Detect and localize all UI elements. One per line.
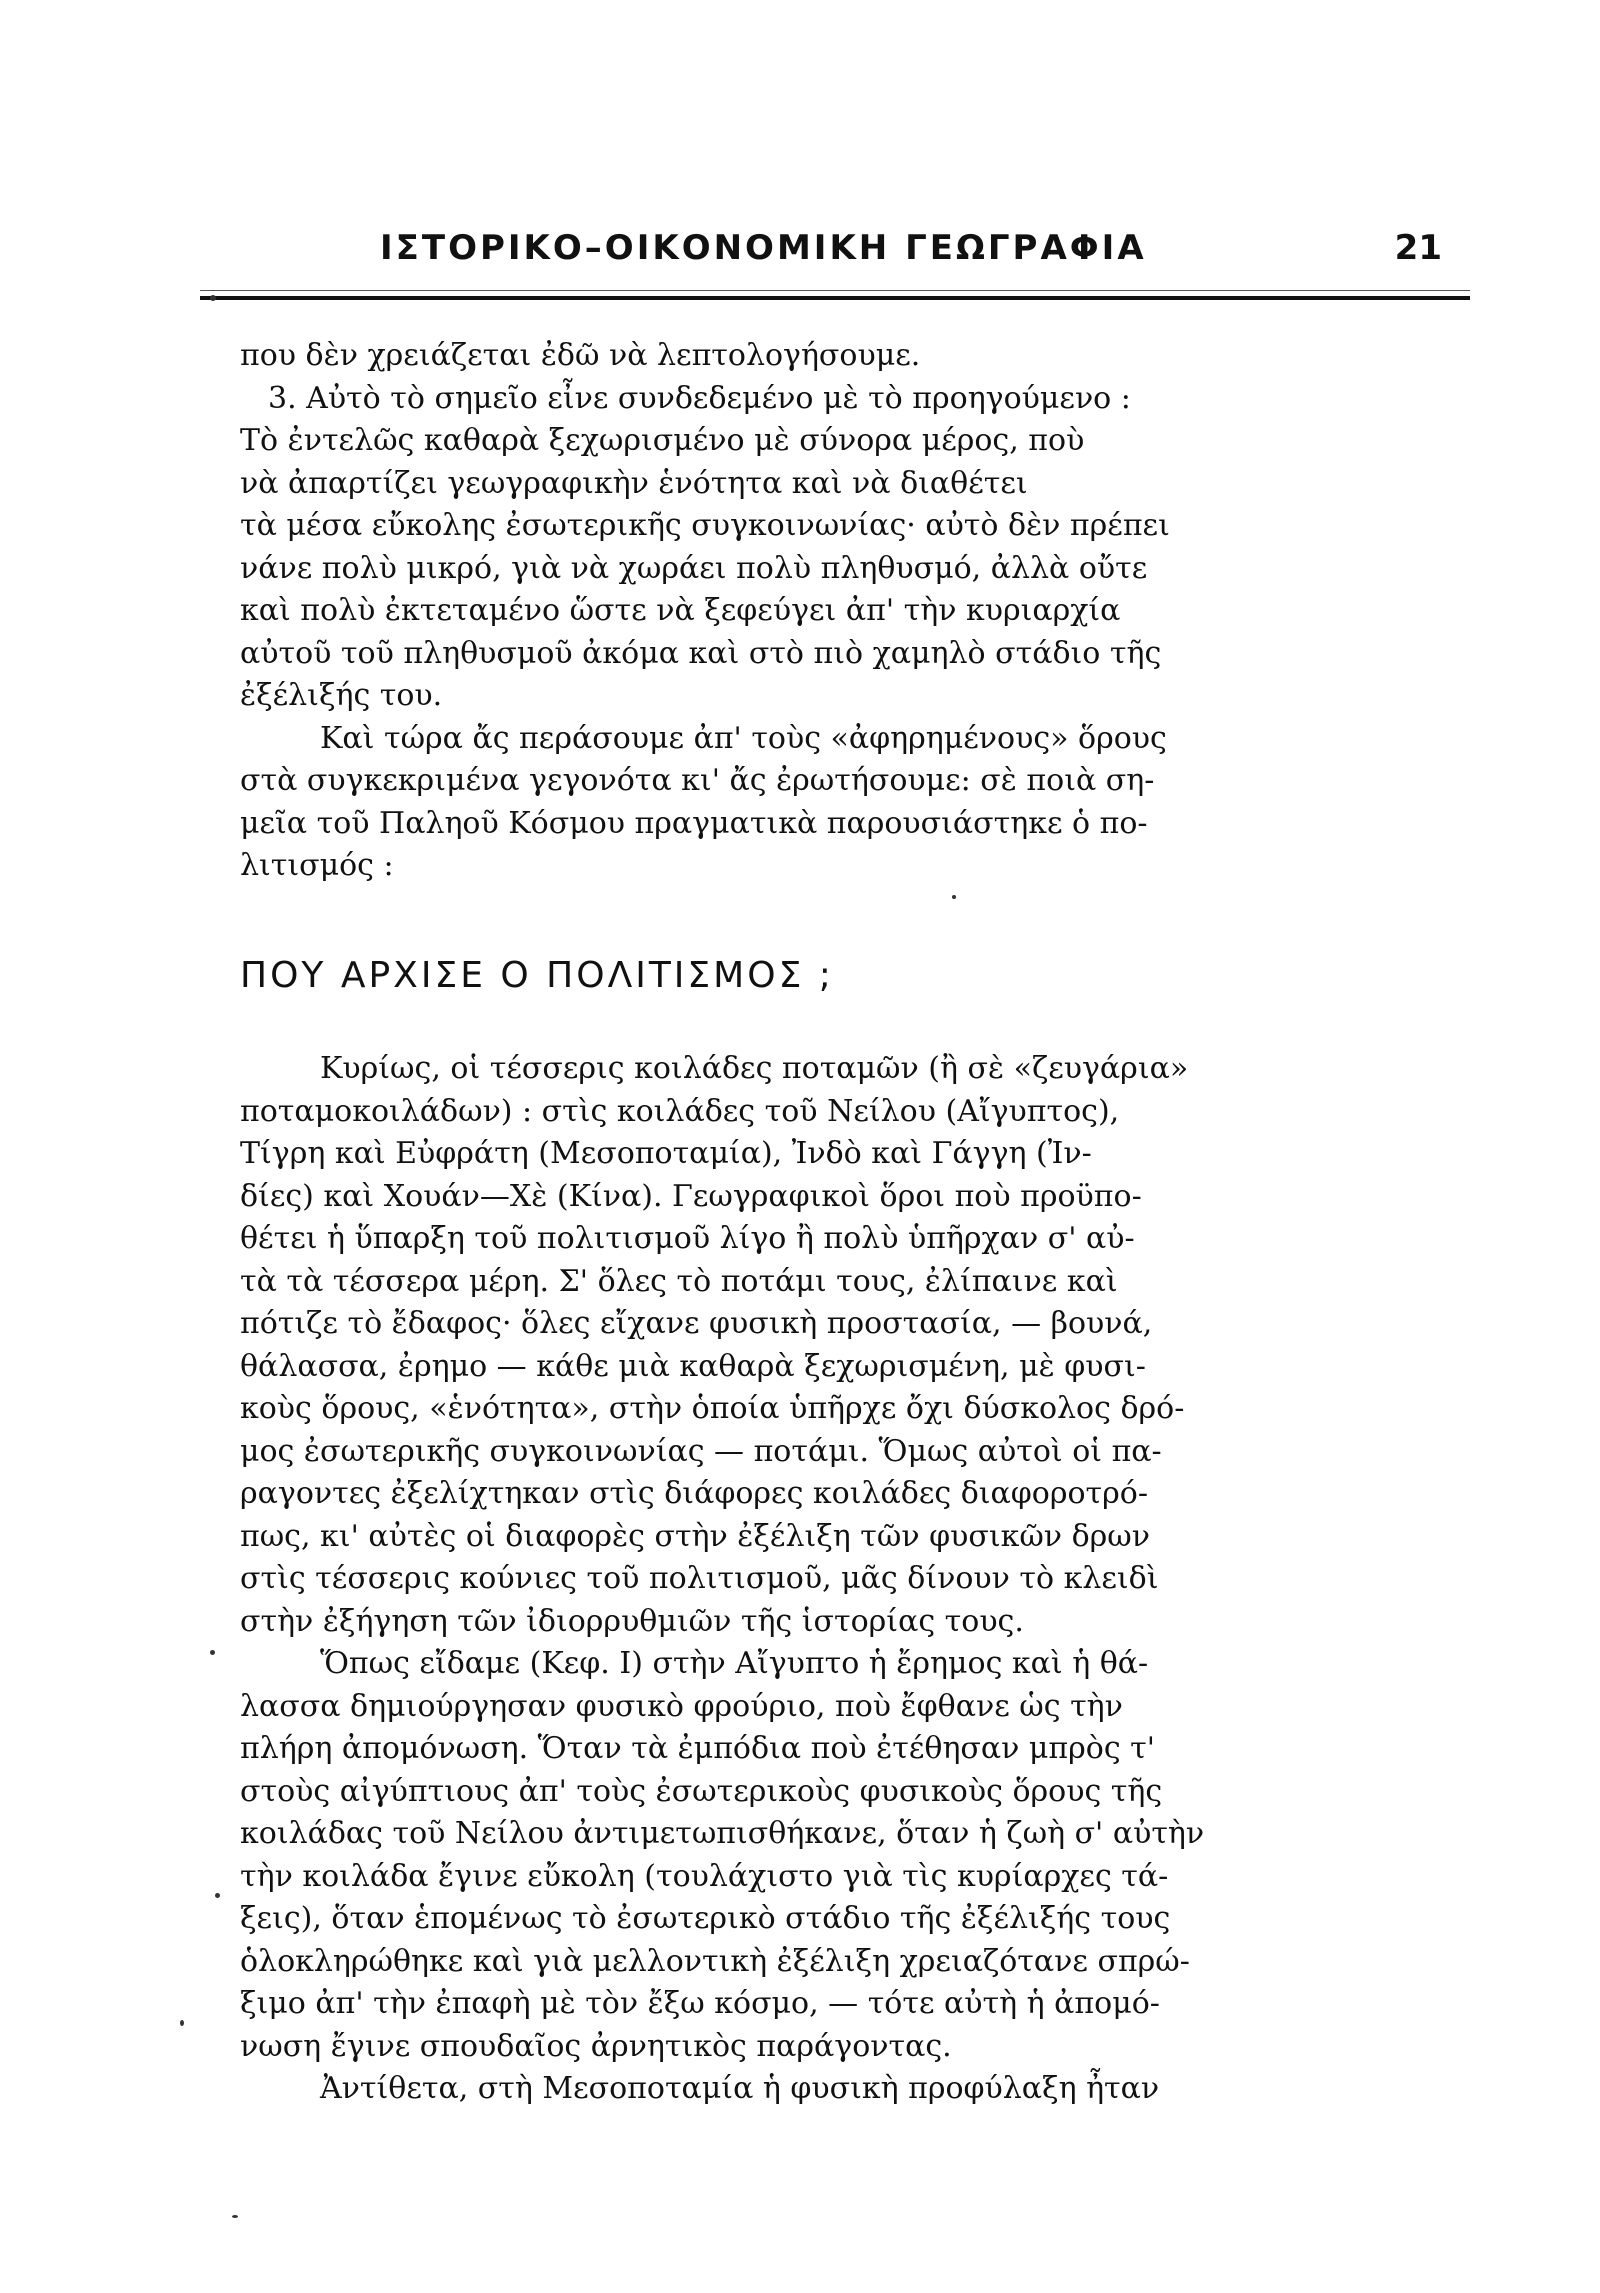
text-line: μος ἐσωτερικῆς συγκοινωνίας — ποτάμι. Ὅμως αὐτοὶ οἱ πα- <box>240 1433 1162 1469</box>
text-line: ποταμοκοιλάδων) : στὶς κοιλάδες τοῦ Νείλου (Αἴγυπτος), <box>240 1093 1120 1129</box>
text-line: ραγοντες ἐξελίχτηκαν στὶς διάφορες κοιλάδες διαφοροτρό- <box>240 1476 1148 1511</box>
text-line: θέτει ἡ ὕπαρξη τοῦ πολιτισμοῦ λίγο ἢ πολὺ ὑπῆρχαν σ' αὐ- <box>240 1221 1135 1256</box>
text-line: που δὲν χρειάζεται ἐδῶ νὰ λεπτολογήσουμε. <box>240 338 921 373</box>
text-line: νωση ἔγινε σπουδαῖος ἀρνητικὸς παράγοντας. <box>240 2028 952 2064</box>
text-line: Κυρίως, οἱ τέσσερις κοιλάδες ποταμῶν (ἢ σὲ «ζευγάρια» <box>320 1051 1189 1086</box>
text-line: δίες) καὶ Χουάν—Χὲ (Κίνα). Γεωγραφικοὶ ὅροι ποὺ προϋπο- <box>240 1178 1142 1214</box>
scan-speck <box>232 2215 238 2218</box>
text-line: πότιζε τὸ ἔδαφος· ὅλες εἴχανε φυσικὴ προστασία, — βουνά, <box>240 1306 1153 1341</box>
text-line: ξιμο ἀπ' τὴν ἐπαφὴ μὲ τὸν ἔξω κόσμο, — τότε αὐτὴ ἡ ἀπομό- <box>240 1986 1160 2021</box>
text-line: στὴν ἐξήγηση τῶν ἰδιορρυθμιῶν τῆς ἱστορίας τους. <box>240 1603 1024 1639</box>
page-number: 21 <box>1394 228 1442 268</box>
text-line: πλήρη ἀπομόνωση. Ὅταν τὰ ἐμπόδια ποὺ ἐτέθησαν μπρὸς τ' <box>240 1731 1156 1766</box>
text-line: καὶ πολὺ ἐκτεταμένο ὥστε νὰ ξεφεύγει ἀπ' τὴν κυριαρχία <box>240 593 1121 628</box>
text-line: ἐξέλιξής του. <box>240 678 443 713</box>
running-title: ΙΣΤΟΡΙΚΟ–ΟΙΚΟΝΟΜΙΚΗ ΓΕΩΓΡΑΦΙΑ <box>380 228 1147 268</box>
text-line: στοὺς αἰγύπτιους ἀπ' τοὺς ἐσωτερικοὺς φυσικοὺς ὅρους τῆς <box>240 1773 1163 1809</box>
scan-speck <box>180 2020 184 2026</box>
text-block-2 <box>240 1048 1455 2111</box>
text-line: πως, κι' αὐτὲς οἱ διαφορὲς στὴν ἐξέλιξη τῶν φυσικῶν δρων <box>240 1518 1150 1554</box>
header-rule <box>200 296 1470 300</box>
page-header <box>240 228 1470 278</box>
section-heading: ΠΟΥ ΑΡΧΙΣΕ Ο ΠΟΛΙΤΙΣΜΟΣ ; <box>240 955 834 996</box>
scan-speck <box>952 895 956 899</box>
text-line: θάλασσα, ἐρημο — κάθε μιὰ καθαρὰ ξεχωρισμένη, μὲ φυσι- <box>240 1348 1146 1384</box>
text-line: 3. Αὐτὸ τὸ σημεῖο εἶνε συνδεδεμένο μὲ τὸ προηγούμενο : <box>268 380 1131 416</box>
text-line: λιτισμός : <box>240 848 394 883</box>
text-line: ὁλοκληρώθηκε καὶ γιὰ μελλοντικὴ ἐξέλιξη χρειαζότανε σπρώ- <box>240 1943 1190 1979</box>
text-line: αὐτοῦ τοῦ πληθυσμοῦ ἀκόμα καὶ στὸ πιὸ χαμηλὸ στάδιο τῆς <box>240 635 1162 671</box>
scan-speck <box>215 1893 220 1898</box>
text-line: στὶς τέσσερις κούνιες τοῦ πολιτισμοῦ, μᾶς δίνουν τὸ κλειδὶ <box>240 1561 1159 1596</box>
text-line: κοὺς ὅρους, «ἑνότητα», στὴν ὁποία ὑπῆρχε ὄχι δύσκολος δρό- <box>240 1391 1185 1426</box>
text-line: τὴν κοιλάδα ἔγινε εὔκολη (τουλάχιστο γιὰ τὶς κυρίαρχες τά- <box>240 1858 1169 1894</box>
text-line: Ἀντίθετα, στὴ Μεσοποταμία ἡ φυσικὴ προφύλαξη ἦταν <box>320 2071 1160 2106</box>
text-line: λασσα δημιούργησαν φυσικὸ φρούριο, ποὺ ἔφθανε ὡς τὴν <box>240 1688 1123 1724</box>
text-line: τὰ τὰ τέσσερα μέρη. Σ' ὅλες τὸ ποτάμι τους, ἐλίπαινε καὶ <box>240 1263 1118 1299</box>
text-line: Τὸ ἐντελῶς καθαρὰ ξεχωρισμένο μὲ σύνορα μέρος, ποὺ <box>240 423 1085 458</box>
text-line: μεῖα τοῦ Παληοῦ Κόσμου πραγματικὰ παρουσιάστηκε ὁ πο- <box>240 805 1148 841</box>
header-rule-thin <box>200 290 1470 291</box>
text-line: στὰ συγκεκριμένα γεγονότα κι' ἄς ἐρωτήσουμε: σὲ ποιὰ ση- <box>240 763 1155 798</box>
text-line: νάνε πολὺ μικρό, γιὰ νὰ χωράει πολὺ πληθυσμό, ἀλλὰ οὔτε <box>240 550 1148 586</box>
text-line: τὰ μέσα εὔκολης ἐσωτερικῆς συγκοινωνίας· αὐτὸ δὲν πρέπει <box>240 508 1170 543</box>
text-line: Τίγρη καὶ Εὐφράτη (Μεσοποταμία), Ἰνδὸ καὶ Γάγγη (Ἰν- <box>240 1136 1092 1171</box>
text-line: νὰ ἀπαρτίζει γεωγραφικὴν ἑνότητα καὶ νὰ διαθέτει <box>240 465 1028 501</box>
text-line: Ὅπως εἴδαμε (Κεφ. I) στὴν Αἴγυπτο ἡ ἔρημος καὶ ἡ θά- <box>320 1646 1149 1681</box>
text-line: ξεις), ὅταν ἑπομένως τὸ ἐσωτερικὸ στάδιο τῆς ἐξέλιξής τους <box>240 1901 1171 1936</box>
scan-speck <box>210 1650 215 1655</box>
text-line: κοιλάδας τοῦ Νείλου ἀντιμετωπισθήκανε, ὅταν ἡ ζωὴ σ' αὐτὴν <box>240 1816 1205 1851</box>
text-block-1 <box>240 335 1455 888</box>
text-line: Καὶ τώρα ἄς περάσουμε ἀπ' τοὺς «ἀφηρημένους» ὅρους <box>320 720 1167 756</box>
scan-speck <box>210 295 216 301</box>
